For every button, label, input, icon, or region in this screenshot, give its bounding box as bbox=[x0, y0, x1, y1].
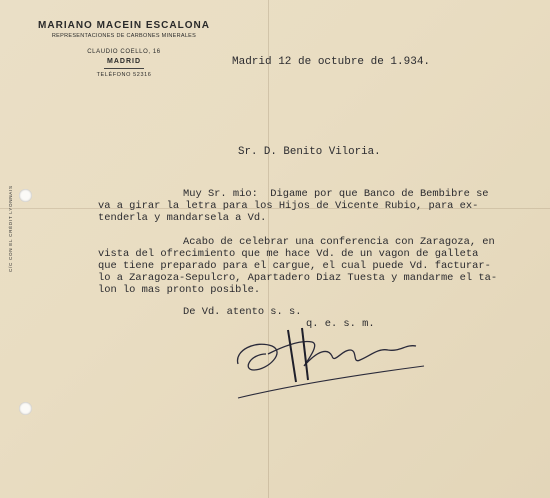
letterhead-subtitle: REPRESENTACIONES DE CARBONES MINERALES bbox=[51, 33, 197, 39]
paragraph-1-line-3: tenderla y mandarsela a Vd. bbox=[98, 212, 267, 224]
closing-line-2: q. e. s. m. bbox=[306, 318, 375, 330]
paragraph-2-line-2: vista del ofrecimiento que me hace Vd. de un vagon de galleta bbox=[98, 248, 479, 260]
letterhead-city: MADRID bbox=[107, 58, 141, 65]
paragraph-1-line-1: Muy Sr. mio: Digame por que Banco de Bembibre se bbox=[183, 188, 489, 200]
punch-hole-top bbox=[19, 189, 32, 202]
paragraph-2-line-4: lo a Zaragoza-Sepulcro, Apartadero Diaz Tuesta y mandarme el ta- bbox=[98, 272, 498, 284]
punch-hole-bottom bbox=[19, 402, 32, 415]
paragraph-2-line-3: que tiene preparado para el cargue, el cual puede Vd. facturar- bbox=[98, 260, 491, 272]
letterhead-address: CLAUDIO COELLO, 16 bbox=[87, 49, 161, 55]
letter-date: Madrid 12 de octubre de 1.934. bbox=[232, 56, 431, 68]
letterhead-phone: TELÉFONO 52316 bbox=[96, 72, 152, 78]
letterhead-name: MARIANO MACEIN ESCALONA bbox=[38, 20, 210, 31]
closing-line-1: De Vd. atento s. s. bbox=[183, 306, 302, 318]
letterhead bbox=[34, 20, 214, 78]
paragraph-1-line-2: va a girar la letra para los Hijos de Vicente Rubio, para ex- bbox=[98, 200, 479, 212]
handwritten-signature bbox=[228, 320, 428, 400]
bank-imprint: C/C CON EL CRÉDIT LYONNAIS bbox=[8, 185, 13, 272]
letter-recipient: Sr. D. Benito Viloria. bbox=[238, 146, 381, 158]
paragraph-2-line-1: Acabo de celebrar una conferencia con Zaragoza, en bbox=[183, 236, 495, 248]
letterhead-divider bbox=[104, 68, 144, 69]
paragraph-2-line-5: lon lo mas pronto posible. bbox=[98, 284, 261, 296]
